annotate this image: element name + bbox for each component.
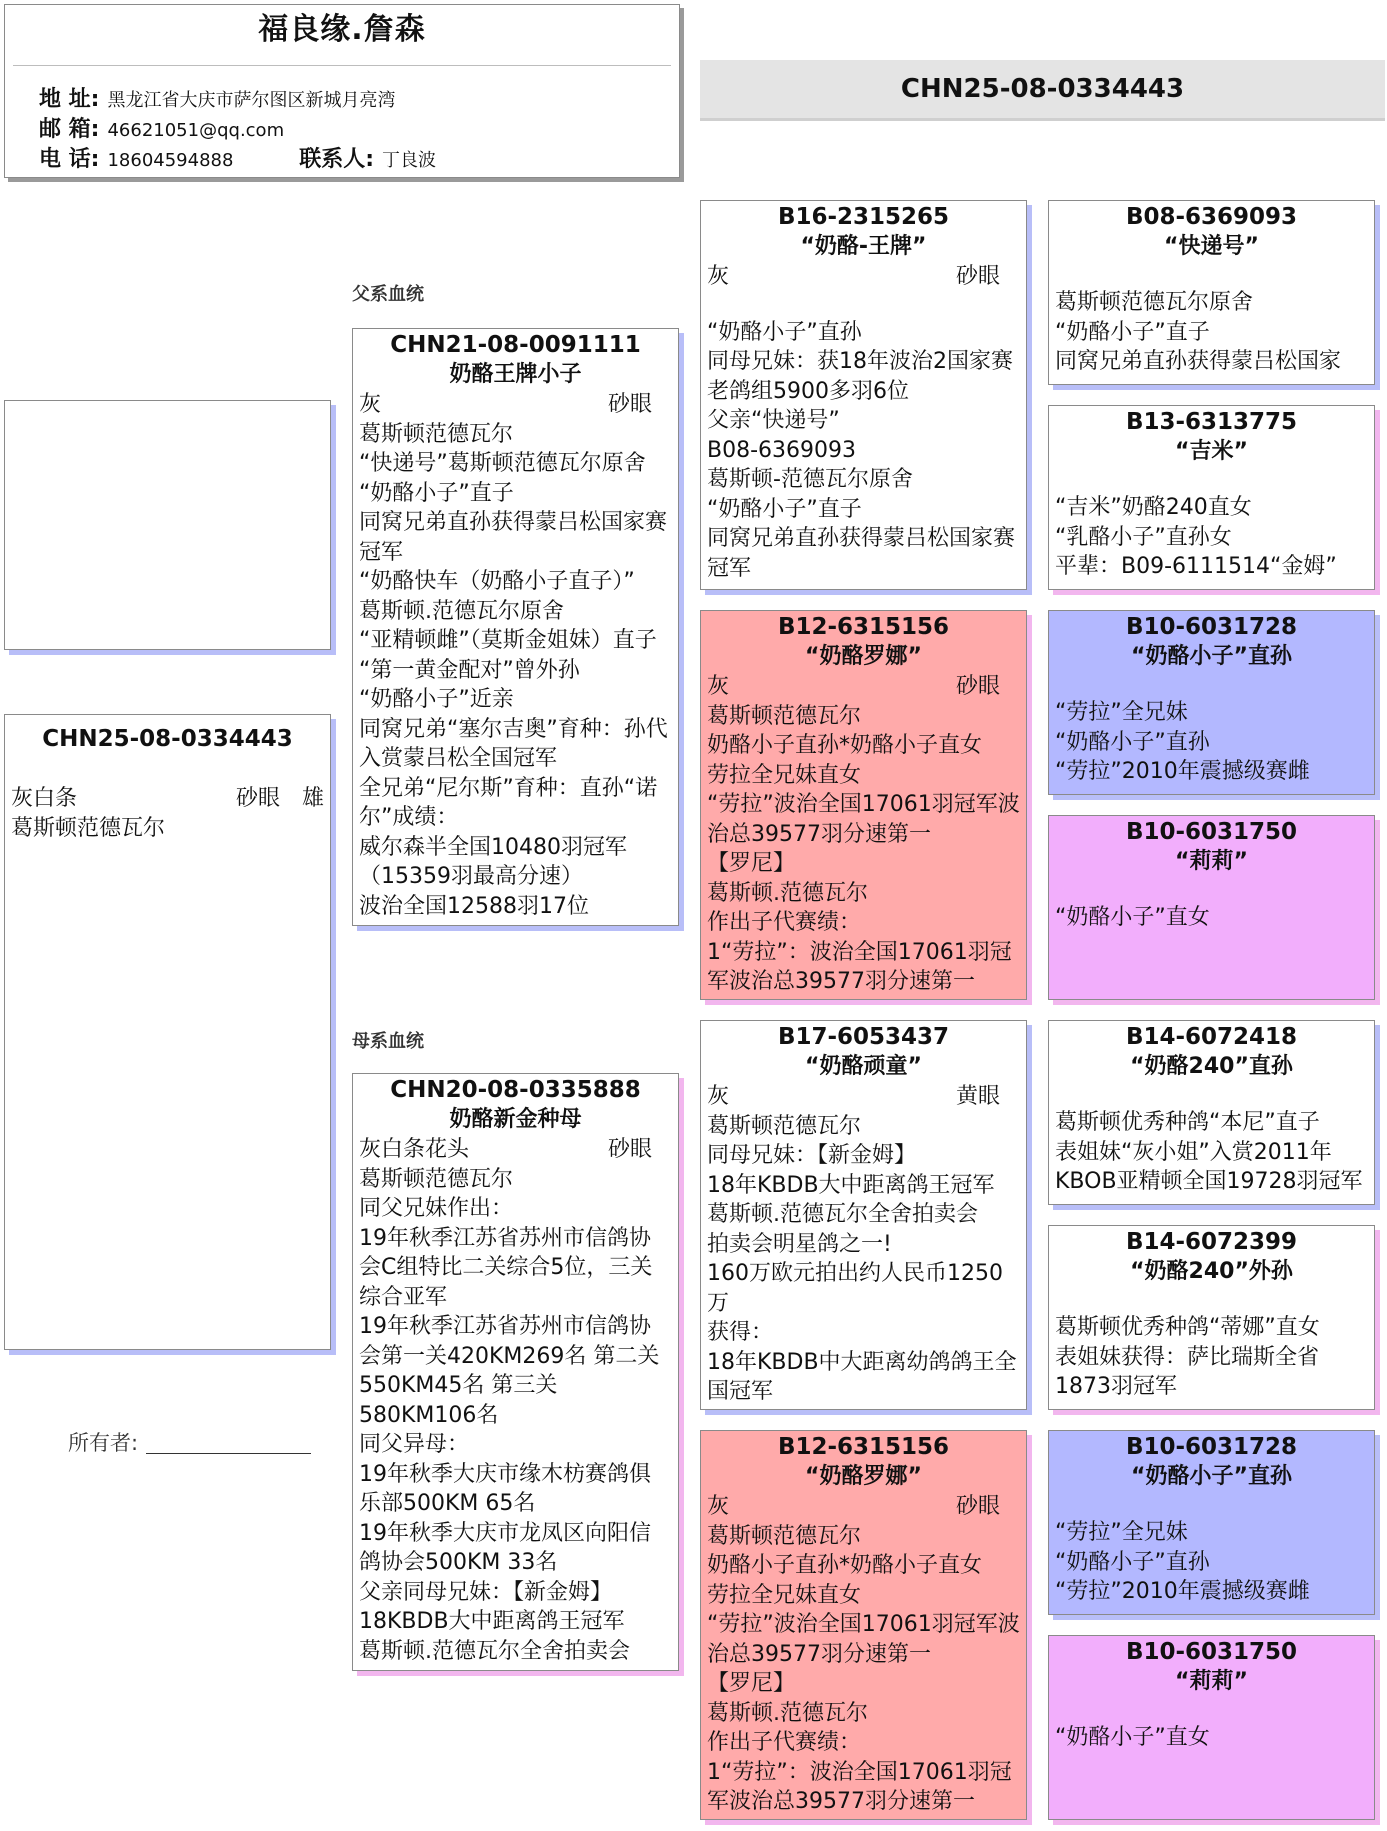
sss-ring: B08-6369093 bbox=[1125, 204, 1298, 230]
ds-meta bbox=[701, 1082, 1026, 1112]
owner-field bbox=[68, 1427, 311, 1457]
dd-eye: 砂眼 bbox=[955, 1494, 1000, 1519]
divider bbox=[13, 65, 671, 66]
dds-name: “奶酪小子”直孙 bbox=[1131, 1464, 1292, 1489]
subject-meta bbox=[5, 784, 330, 814]
dds-notes: “劳拉”全兄妹 “奶酪小子”直孙 “劳拉”2010年震撼级赛雌 bbox=[1055, 1520, 1310, 1604]
sd-name: “奶酪罗娜” bbox=[805, 644, 922, 669]
sd-notes: 葛斯顿范德瓦尔 奶酪小子直孙*奶酪小子直女 劳拉全兄妹直女 “劳拉”波治全国17061羽冠军波治总39577羽分速第一 【罗尼】 葛斯顿.范德瓦尔 作出子代赛绩： 1“劳拉”：波治全国17061羽冠军波治总39577羽分速第一 bbox=[707, 703, 1020, 994]
dss-name: “奶酪240”直孙 bbox=[1130, 1054, 1293, 1079]
subject-color: 灰白条 bbox=[11, 786, 78, 811]
ds-color: 灰 bbox=[707, 1084, 730, 1109]
ss-ring: B16-2315265 bbox=[777, 204, 950, 230]
dd-name: “奶酪罗娜” bbox=[805, 1464, 922, 1489]
owner-label: 所有者: bbox=[68, 1431, 139, 1455]
phone-row bbox=[39, 145, 436, 176]
dd-color: 灰 bbox=[707, 1494, 730, 1519]
email-label: 邮 箱: bbox=[39, 117, 100, 142]
sire-color: 灰 bbox=[359, 392, 382, 417]
phone-value: 18604594888 bbox=[107, 150, 234, 171]
sire-card bbox=[352, 328, 679, 926]
dss-notes: 葛斯顿优秀种鸽“本尼”直子 表姐妹“灰小姐”入赏2011年KBOB亚精顿全国19728羽冠军 bbox=[1055, 1110, 1363, 1194]
sds-ring: B10-6031728 bbox=[1125, 614, 1298, 640]
contact-label: 联系人: bbox=[299, 147, 374, 172]
subject-sex: 雄 bbox=[301, 786, 324, 811]
ssd-name: “吉米” bbox=[1175, 439, 1248, 464]
dam-section-label: 母系血统 bbox=[352, 1031, 424, 1052]
address-label: 地 址: bbox=[39, 87, 100, 112]
sdd-name: “莉莉” bbox=[1175, 849, 1248, 874]
dam-color: 灰白条花头 bbox=[359, 1137, 470, 1162]
dsd-ring: B14-6072399 bbox=[1125, 1229, 1298, 1255]
dd-notes: 葛斯顿范德瓦尔 奶酪小子直孙*奶酪小子直女 劳拉全兄妹直女 “劳拉”波治全国17061羽冠军波治总39577羽分速第一 【罗尼】 葛斯顿.范德瓦尔 作出子代赛绩： 1“劳拉”：波治全国17061羽冠军波治总39577羽分速第一 bbox=[707, 1523, 1020, 1814]
dd-meta bbox=[701, 1492, 1026, 1522]
email-row bbox=[39, 115, 284, 146]
sd-meta bbox=[701, 672, 1026, 702]
grandsire-maternal-card bbox=[700, 1020, 1027, 1410]
ss-eye: 砂眼 bbox=[955, 264, 1000, 289]
email-value: 46621051@qq.com bbox=[107, 120, 285, 141]
photo-placeholder bbox=[4, 400, 331, 650]
sss-name: “快递号” bbox=[1164, 234, 1259, 259]
dds-ring: B10-6031728 bbox=[1125, 1434, 1298, 1460]
sire-notes: 葛斯顿范德瓦尔 “快递号”葛斯顿范德瓦尔原舍 “奶酪小子”直子 同窝兄弟直孙获得蒙吕松国家赛冠军 “奶酪快车（奶酪小子直子）” 葛斯顿.范德瓦尔原舍 “亚精顿雌”（莫斯金姐妹）直子 “第一黄金配对”曾外孙 “奶酪小子”近亲 同窝兄弟“塞尔吉奥”育种：孙代入赏蒙吕松全国冠军 全兄弟“尼尔斯”育种：直孙“诺尔”成绩： 威尔森半全国10480羽冠军（15359羽最高分速） 波治全国12588羽17位 bbox=[359, 421, 668, 919]
address-row bbox=[39, 85, 395, 116]
grandsire-paternal-card bbox=[700, 200, 1027, 590]
ss-meta bbox=[701, 262, 1026, 292]
dam-notes: 葛斯顿范德瓦尔 同父兄妹作出： 19年秋季江苏省苏州市信鸽协会C组特比二关综合5位，三关综合亚军 19年秋季江苏省苏州市信鸽协会第一关420KM269名 第二关550KM45名 第三关580KM106名 同父异母： 19年秋季大庆市缘木枋赛鸽俱乐部500KM 65名 19年秋季大庆市龙凤区向阳信鸽协会500KM 33名 父亲同母兄妹：【新金姆】 18KBDB大中距离鸽王冠军 葛斯顿.范德瓦尔全舍拍卖会 bbox=[359, 1166, 660, 1664]
sd-eye: 砂眼 bbox=[955, 674, 1000, 699]
ddd-ring: B10-6031750 bbox=[1125, 1639, 1298, 1665]
breeder-name: 福良缘.詹森 bbox=[258, 12, 426, 47]
contact-value: 丁良波 bbox=[382, 150, 436, 171]
sss-notes: 葛斯顿范德瓦尔原舍 “奶酪小子”直子 同窝兄弟直孙获得蒙吕松国家 bbox=[1055, 290, 1342, 374]
dam-ring: CHN20-08-0335888 bbox=[390, 1077, 641, 1103]
ss-color: 灰 bbox=[707, 264, 730, 289]
sdd-notes: “奶酪小子”直女 bbox=[1055, 905, 1210, 930]
dss-ring: B14-6072418 bbox=[1125, 1024, 1298, 1050]
subject-eye: 砂眼 bbox=[235, 786, 280, 811]
subject-breed: 葛斯顿范德瓦尔 bbox=[11, 815, 166, 841]
sss-card bbox=[1048, 200, 1375, 385]
breeder-card bbox=[4, 4, 680, 178]
dss-card bbox=[1048, 1020, 1375, 1205]
dds-card bbox=[1048, 1430, 1375, 1615]
dsd-card bbox=[1048, 1225, 1375, 1410]
dam-eye: 砂眼 bbox=[607, 1137, 652, 1162]
phone-label: 电 话: bbox=[39, 147, 100, 172]
sire-section-label: 父系血统 bbox=[352, 284, 424, 305]
dam-card bbox=[352, 1073, 679, 1671]
ring-banner: CHN25-08-0334443 bbox=[700, 60, 1385, 118]
ssd-notes: “吉米”奶酪240直女 “乳酪小子”直孙女 平辈：B09-6111514“金姆” bbox=[1055, 495, 1337, 579]
ddd-card bbox=[1048, 1635, 1375, 1820]
sire-ring: CHN21-08-0091111 bbox=[390, 332, 641, 358]
sire-name: 奶酪王牌小子 bbox=[449, 362, 582, 387]
sds-card bbox=[1048, 610, 1375, 795]
ds-eye: 黄眼 bbox=[955, 1084, 1000, 1109]
ss-notes: “奶酪小子”直孙 同母兄妹：获18年波治2国家赛老鸽组5900多羽6位 父亲“快递号” B08-6369093 葛斯顿-范德瓦尔原舍 “奶酪小子”直子 同窝兄弟直孙获得蒙吕松国家赛冠军 bbox=[707, 319, 1016, 581]
sd-color: 灰 bbox=[707, 674, 730, 699]
ds-notes: 葛斯顿范德瓦尔 同母兄妹：【新金姆】 18年KBDB大中距离鸽王冠军 葛斯顿.范德瓦尔全舍拍卖会 拍卖会明星鸽之一! 160万欧元拍出约人民币1250万 获得： 18年KBDB中大距离幼鸽鸽王全国冠军 bbox=[707, 1113, 1017, 1404]
ds-ring: B17-6053437 bbox=[777, 1024, 950, 1050]
ssd-card bbox=[1048, 405, 1375, 590]
ss-name: “奶酪-王牌” bbox=[800, 234, 927, 259]
ddd-notes: “奶酪小子”直女 bbox=[1055, 1725, 1210, 1750]
sire-meta bbox=[353, 390, 678, 420]
ds-name: “奶酪顽童” bbox=[805, 1054, 922, 1079]
dsd-name: “奶酪240”外孙 bbox=[1130, 1259, 1293, 1284]
sdd-card bbox=[1048, 815, 1375, 1000]
sds-notes: “劳拉”全兄妹 “奶酪小子”直孙 “劳拉”2010年震撼级赛雌 bbox=[1055, 700, 1310, 784]
subject-ring: CHN25-08-0334443 bbox=[42, 726, 293, 752]
dsd-notes: 葛斯顿优秀种鸽“蒂娜”直女 表姐妹获得：萨比瑞斯全省1873羽冠军 bbox=[1055, 1315, 1320, 1399]
dam-name: 奶酪新金种母 bbox=[449, 1107, 582, 1132]
sdd-ring: B10-6031750 bbox=[1125, 819, 1298, 845]
address-value: 黑龙江省大庆市萨尔图区新城月亮湾 bbox=[107, 90, 396, 111]
sire-eye: 砂眼 bbox=[607, 392, 652, 417]
sd-ring: B12-6315156 bbox=[777, 614, 950, 640]
granddam-paternal-card bbox=[700, 610, 1027, 1000]
owner-blank bbox=[146, 1453, 311, 1454]
ssd-ring: B13-6313775 bbox=[1125, 409, 1298, 435]
ddd-name: “莉莉” bbox=[1175, 1669, 1248, 1694]
sds-name: “奶酪小子”直孙 bbox=[1131, 644, 1292, 669]
subject-card bbox=[4, 714, 331, 1350]
dd-ring: B12-6315156 bbox=[777, 1434, 950, 1460]
granddam-maternal-card bbox=[700, 1430, 1027, 1820]
dam-meta bbox=[353, 1135, 678, 1165]
